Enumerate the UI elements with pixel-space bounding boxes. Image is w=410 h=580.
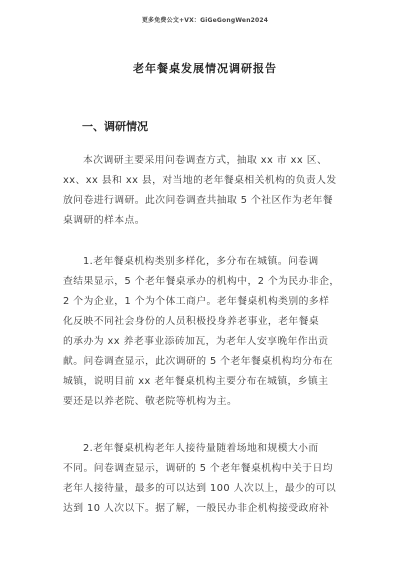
document-title: 老年餐桌发展情况调研报告	[133, 62, 277, 75]
paragraph-line: 2.老年餐桌机构老年人接待量随着场地和规模大小而	[83, 443, 319, 454]
paragraph-line: 的承办为 xx 养老事业添砖加瓦，为老年人安享晚年作出贡	[63, 336, 329, 347]
paragraph-line: 不同。问卷调查显示，调研的 5 个老年餐桌机构中关于日均	[63, 463, 333, 474]
paragraph-line: 查结果显示，5 个老年餐桌承办的机构中，2 个为民办非企，	[63, 276, 340, 287]
paragraph-line: 2 个为企业，1 个为个体工商户。老年餐桌机构类别的多样	[63, 296, 330, 307]
paragraph-line: 献。问卷调查显示，此次调研的 5 个老年餐桌机构均分布在	[63, 356, 333, 367]
section-heading: 一、调研情况	[82, 120, 148, 133]
paragraph-line: 城镇，说明目前 xx 老年餐桌机构主要分布在城镇，乡镇主	[63, 376, 329, 387]
paragraph-line: 要还是以养老院、敬老院等机构为主。	[63, 396, 238, 407]
paragraph-line: 放问卷进行调研。此次问卷调查共抽取 5 个社区作为老年餐	[63, 195, 333, 206]
paragraph-line: 化反映不同社会身份的人员积极投身养老事业，老年餐桌	[63, 316, 320, 327]
paragraph-line: 1.老年餐桌机构类别多样化，多分布在城镇。问卷调	[83, 256, 319, 267]
paragraph-line: xx、xx 县和 xx 县，对当地的老年餐桌相关机构的负责人发	[63, 175, 337, 186]
paragraph-line: 达到 10 人次以下。据了解，一般民办非企机构接受政府补	[63, 503, 330, 514]
paragraph-line: 桌调研的样本点。	[63, 215, 145, 226]
watermark-text: 更多免费公文+VX：GiGeGongWen2024	[141, 17, 269, 24]
paragraph-line: 老年人接待量，最多的可以达到 100 人次以上，最少的可以	[63, 483, 337, 494]
paragraph-line: 本次调研主要采用问卷调查方式，抽取 xx 市 xx 区、	[83, 155, 328, 166]
